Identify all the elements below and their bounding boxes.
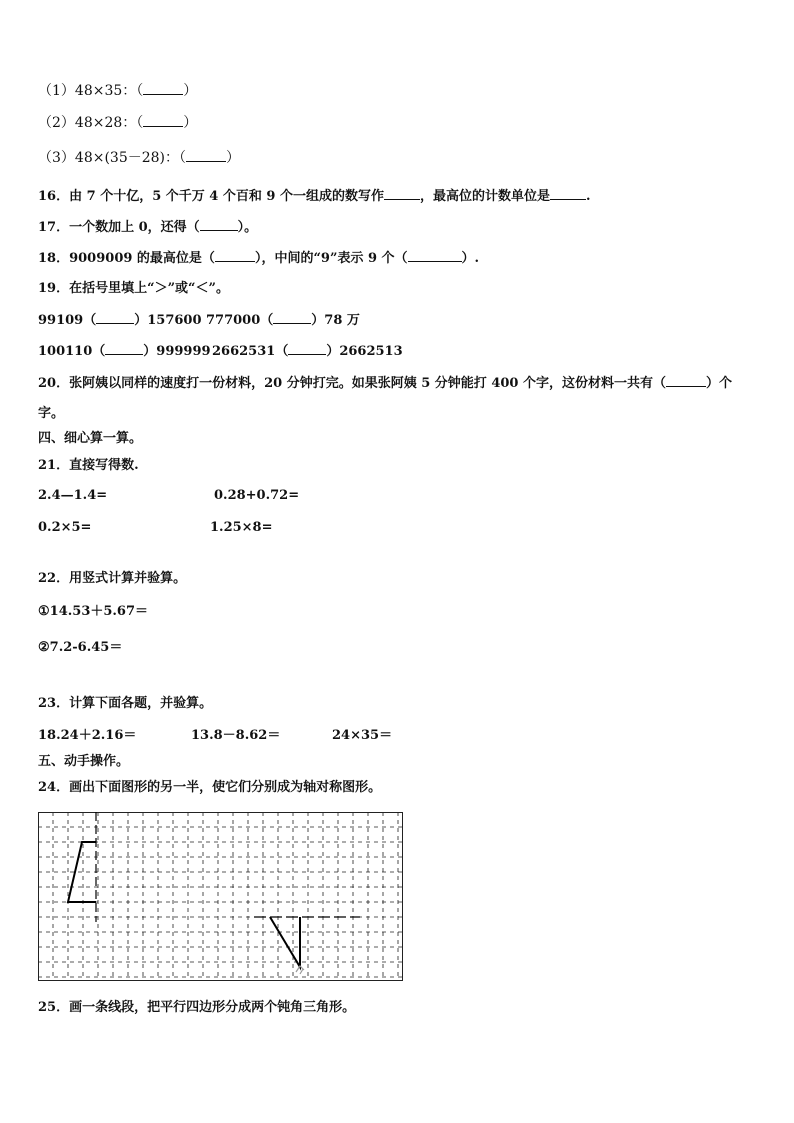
item-expression: 48×(35－28)： <box>74 150 180 166</box>
question-19-row-1 <box>38 311 202 330</box>
item-number: （1） <box>38 83 75 99</box>
item-number: （2） <box>38 115 75 131</box>
item-expression: 48×35： <box>74 83 137 99</box>
answer-blank[interactable] <box>186 149 226 162</box>
question-19-row-2b <box>212 342 403 361</box>
question-17 <box>38 218 257 237</box>
answer-blank[interactable] <box>384 187 420 200</box>
question-16 <box>38 187 591 206</box>
compare-left: 99109（ <box>38 313 97 328</box>
q20-text-a: 20．张阿姨以同样的速度打一份材料，20 分钟打完。如果张阿姨 5 分钟能打 400 个字，这份材料一共有（ <box>38 376 666 391</box>
paren-close: ） <box>183 115 198 131</box>
question-21-title: 21．直接写得数. <box>38 458 139 473</box>
answer-blank[interactable] <box>105 342 143 355</box>
paren-close: ） <box>183 83 198 99</box>
question-20 <box>38 374 732 393</box>
calc-check-item: 13.8－8.62＝ <box>191 728 281 743</box>
answer-blank[interactable] <box>408 249 462 262</box>
question-23-title: 23．计算下面各题，并验算。 <box>38 696 213 711</box>
q17-text-b: ）。 <box>237 220 258 235</box>
compare-right: ）999999 <box>143 344 211 359</box>
question-24-title: 24．画出下面图形的另一半，使它们分别成为轴对称图形。 <box>38 780 382 795</box>
question-19-title: 19．在括号里填上“＞”或“＜”。 <box>38 281 230 296</box>
calc-item: 1.25×8= <box>210 520 273 535</box>
compare-right: ）2662513 <box>326 344 403 359</box>
paren-open: （ <box>179 150 187 166</box>
answer-blank[interactable] <box>200 218 238 231</box>
section-4-heading: 四、细心算一算。 <box>38 431 143 446</box>
compare-right: ）157600 <box>134 313 202 328</box>
q18-text-c: ）. <box>461 251 480 266</box>
half-triangle-shape <box>270 917 300 967</box>
item-expression: 48×28： <box>74 115 137 131</box>
q18-text-b: ），中间的“9”表示 9 个（ <box>254 251 408 266</box>
compare-left: 2662531（ <box>212 344 289 359</box>
prev-item-3 <box>38 149 240 167</box>
answer-blank[interactable] <box>143 114 183 127</box>
vertical-calc-item: ①14.53＋5.67＝ <box>38 604 149 619</box>
answer-blank[interactable] <box>288 342 326 355</box>
calc-item: 0.2×5= <box>38 520 92 535</box>
grid-border <box>39 813 403 981</box>
q16-text-b: ，最高位的计数单位是 <box>419 189 550 204</box>
paren-close: ） <box>226 150 241 166</box>
prev-item-2 <box>38 114 197 132</box>
answer-blank[interactable] <box>143 82 183 95</box>
question-19-row-2 <box>38 342 211 361</box>
answer-blank[interactable] <box>550 187 586 200</box>
paren-open: （ <box>136 83 144 99</box>
question-18 <box>38 249 479 268</box>
answer-blank[interactable] <box>666 374 706 387</box>
calc-item: 2.4—1.4= <box>38 488 108 503</box>
grid-lines <box>38 812 403 981</box>
question-25-title: 25．画一条线段，把平行四边形分成两个钝角三角形。 <box>38 1000 356 1015</box>
compare-right: ）78 万 <box>311 313 360 328</box>
vertical-calc-item: ②7.2-6.45＝ <box>38 640 123 655</box>
section-5-heading: 五、动手操作。 <box>38 754 130 769</box>
q17-text-a: 17．一个数加上 0，还得（ <box>38 220 200 235</box>
paren-open: （ <box>136 115 144 131</box>
q20-text-b: ）个 <box>706 376 733 391</box>
answer-blank[interactable] <box>273 311 311 324</box>
prev-item-1 <box>38 82 197 100</box>
q16-text-a: 16．由 7 个十亿，5 个千万 4 个百和 9 个一组成的数写作 <box>38 189 384 204</box>
answer-blank[interactable] <box>215 249 255 262</box>
item-number: （3） <box>38 150 75 166</box>
answer-blank[interactable] <box>96 311 134 324</box>
calc-item: 0.28+0.72= <box>214 488 300 503</box>
calc-check-item: 18.24＋2.16＝ <box>38 728 137 743</box>
q18-text-a: 18．9009009 的最高位是（ <box>38 251 215 266</box>
compare-left: 777000（ <box>206 313 274 328</box>
question-19-row-1b <box>206 311 360 330</box>
calc-check-item: 24×35＝ <box>332 728 393 743</box>
question-22-title: 22．用竖式计算并验算。 <box>38 571 187 586</box>
question-20-continued: 字。 <box>38 406 65 421</box>
symmetry-grid-figure[interactable] <box>38 812 404 982</box>
q16-text-c: . <box>585 189 591 204</box>
compare-left: 100110（ <box>38 344 106 359</box>
